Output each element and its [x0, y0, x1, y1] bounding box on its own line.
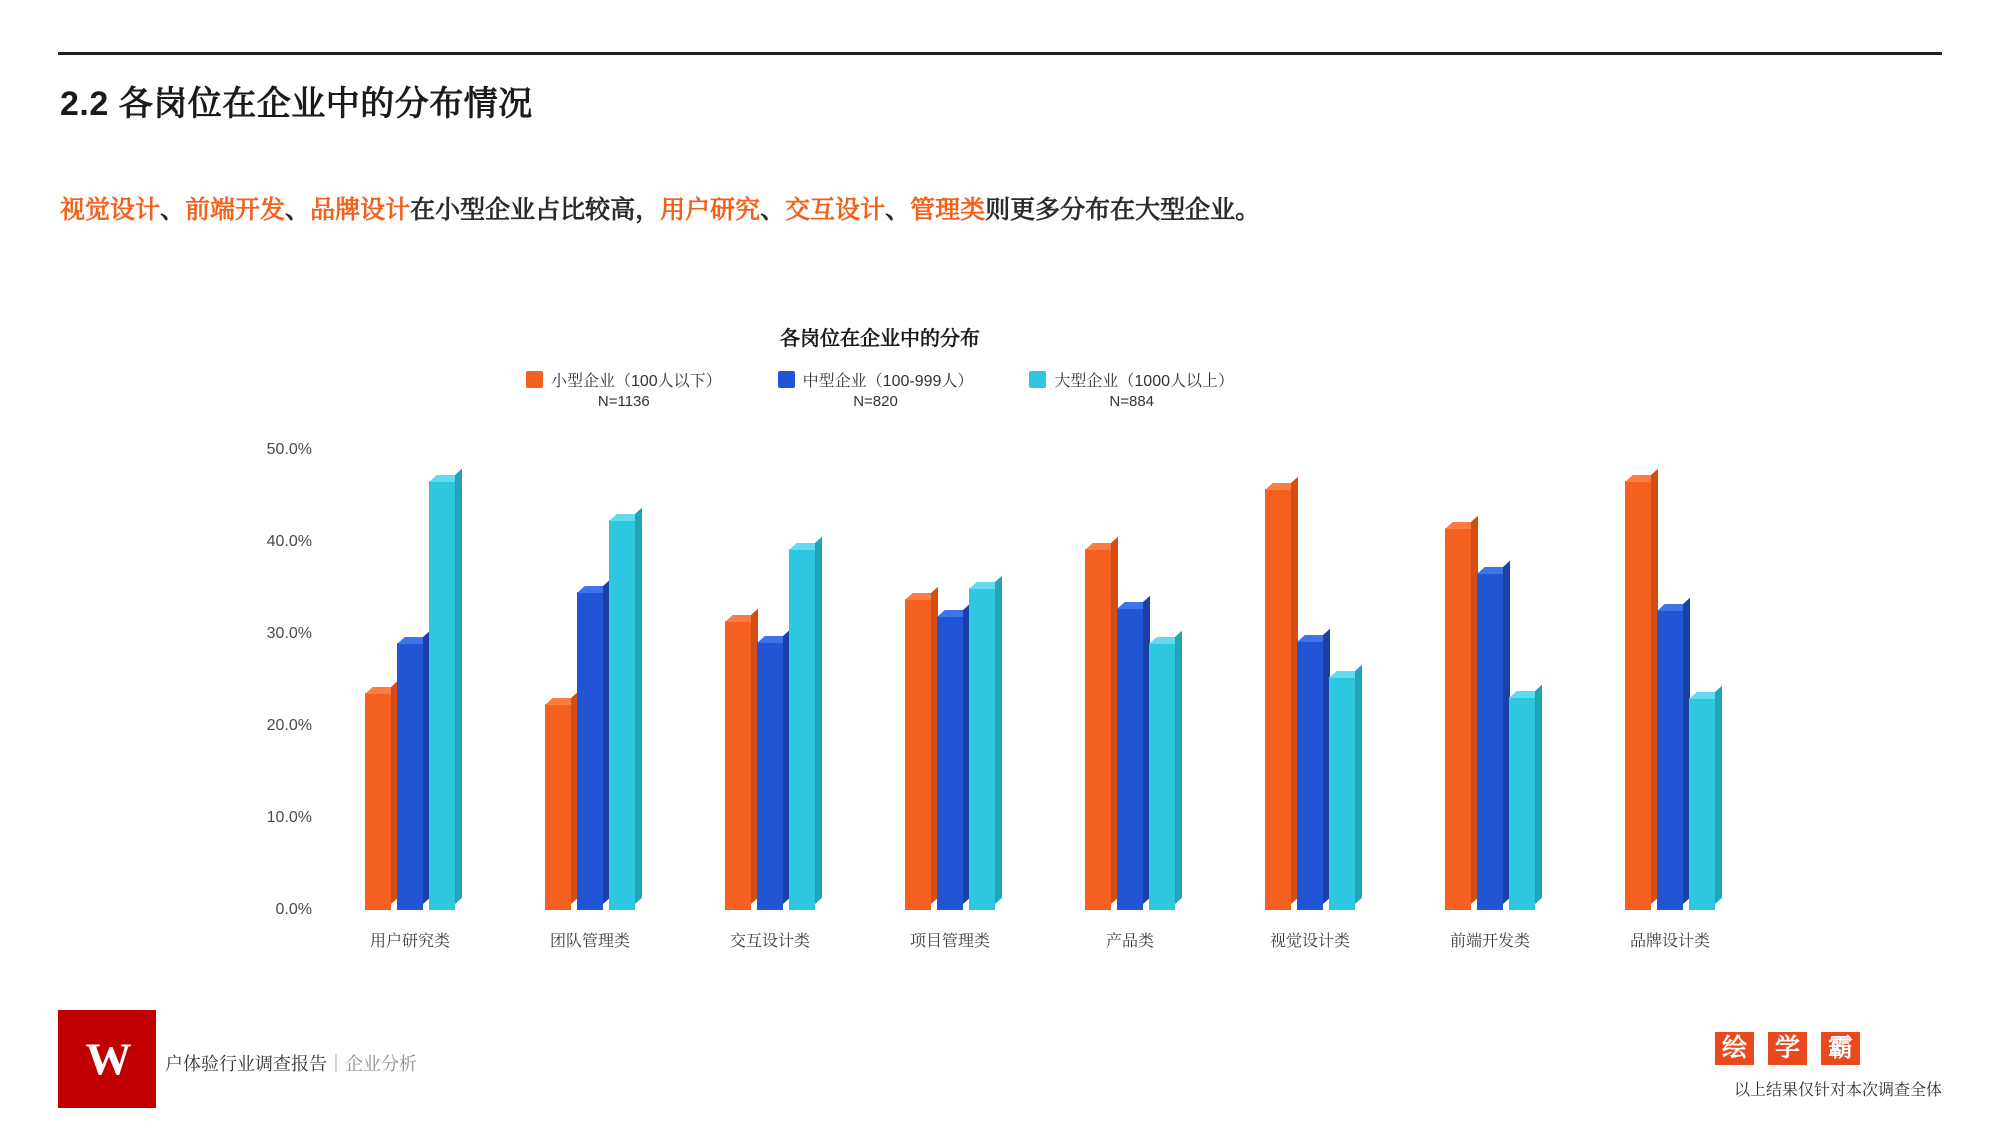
- lead-highlight-5: 交互设计: [785, 196, 886, 224]
- bar[interactable]: [1657, 610, 1683, 910]
- footer-divider: ｜: [327, 1054, 345, 1074]
- lead-sep-1: 、: [160, 196, 186, 224]
- x-axis-category-label: 视觉设计类: [1269, 933, 1351, 950]
- y-axis-tick-label: 30.0%: [266, 625, 312, 642]
- legend-item[interactable]: [778, 368, 974, 410]
- legend-sample-size: N=884: [1109, 393, 1155, 410]
- bar-set: [1085, 450, 1175, 910]
- brand-logo: [1715, 1032, 1860, 1065]
- bar[interactable]: [937, 616, 963, 910]
- legend-label: 中型企业（100-999人）: [802, 373, 974, 390]
- legend-sample-size: N=1136: [597, 393, 650, 410]
- lead-sep-4: 、: [885, 196, 911, 224]
- legend-label: 小型企业（100人以下）: [550, 373, 722, 390]
- footer-section-name: 企业分析: [345, 1054, 417, 1074]
- legend-label: 大型企业（1000人以上）: [1054, 373, 1235, 390]
- y-axis-tick-label: 20.0%: [266, 717, 312, 734]
- y-axis-tick-label: 40.0%: [266, 533, 312, 550]
- bar[interactable]: [905, 599, 931, 910]
- footer-caption: [165, 1050, 417, 1076]
- bar[interactable]: [1477, 573, 1503, 910]
- bar-set: [905, 450, 995, 910]
- bar-side-face: [815, 537, 822, 904]
- legend-sample-size: N=820: [853, 393, 898, 410]
- x-axis-category-label: 交互设计类: [729, 933, 811, 950]
- bar-group: [860, 450, 1040, 950]
- bar[interactable]: [1117, 608, 1143, 910]
- legend-row: [778, 368, 974, 391]
- bar[interactable]: [1085, 549, 1111, 910]
- bar-set: [1445, 450, 1535, 910]
- brand-character: 霸: [1821, 1032, 1860, 1065]
- chart-title: 各岗位在企业中的分布: [780, 328, 980, 350]
- lead-sep-2: 、: [285, 196, 311, 224]
- bar-group: [500, 450, 680, 950]
- bar[interactable]: [1689, 698, 1715, 910]
- legend-swatch-icon: [526, 371, 543, 388]
- x-axis-category-label: 品牌设计类: [1629, 933, 1711, 950]
- bar[interactable]: [1297, 641, 1323, 910]
- logo-mark: W: [85, 1033, 129, 1085]
- x-axis-category-label: 产品类: [1105, 933, 1155, 950]
- page-title: 2.2 各岗位在企业中的分布情况: [60, 85, 533, 123]
- lead-highlight-6: 管理类: [910, 196, 986, 224]
- bar-group: [680, 450, 860, 950]
- y-axis: [232, 441, 312, 918]
- lead-highlight-1: 视觉设计: [60, 196, 161, 224]
- footnote: 以上结果仅针对本次调查全体: [1733, 1082, 1942, 1099]
- lead-highlight-3: 品牌设计: [310, 196, 411, 224]
- bar[interactable]: [1625, 481, 1651, 910]
- bar-side-face: [455, 469, 462, 904]
- bar-group: [1580, 450, 1760, 950]
- legend-swatch-icon: [778, 371, 795, 388]
- y-axis-tick-label: 50.0%: [266, 441, 312, 458]
- bar[interactable]: [969, 588, 995, 910]
- bar[interactable]: [545, 704, 571, 910]
- bar-side-face: [1355, 665, 1362, 904]
- legend-item[interactable]: [1029, 368, 1234, 410]
- bar[interactable]: [1329, 677, 1355, 910]
- bar[interactable]: [789, 549, 815, 910]
- legend-swatch-icon: [1029, 371, 1046, 388]
- logo: [58, 1010, 156, 1108]
- footer-report-name: 户体验行业调查报告: [165, 1054, 327, 1074]
- bar[interactable]: [609, 520, 635, 910]
- bar-group: [1400, 450, 1580, 950]
- bar-set: [1265, 450, 1355, 910]
- bar[interactable]: [725, 621, 751, 910]
- bar[interactable]: [757, 642, 783, 910]
- bar-group: [320, 450, 500, 950]
- bar[interactable]: [365, 693, 391, 910]
- lead-sep-3: 、: [760, 196, 786, 224]
- bar-side-face: [1535, 685, 1542, 904]
- brand-character: 绘: [1715, 1032, 1754, 1065]
- chart-bar-groups: [320, 450, 1760, 950]
- bar[interactable]: [1265, 489, 1291, 910]
- chart-legend: [230, 368, 1530, 410]
- legend-row: [1029, 368, 1234, 391]
- header-divider: [58, 52, 1942, 55]
- bar-set: [1625, 450, 1715, 910]
- lead-middle-text: 在小型企业占比较高，: [410, 196, 661, 224]
- x-axis-category-label: 项目管理类: [909, 933, 991, 950]
- x-axis-category-label: 团队管理类: [549, 933, 631, 950]
- bar-set: [365, 450, 455, 910]
- lead-paragraph: [60, 190, 1260, 226]
- bar[interactable]: [1445, 528, 1471, 910]
- bar-side-face: [995, 576, 1002, 904]
- bar[interactable]: [1509, 697, 1535, 910]
- lead-highlight-4: 用户研究: [660, 196, 761, 224]
- lead-tail-text: 则更多分布在大型企业。: [985, 196, 1261, 224]
- brand-character: 学: [1768, 1032, 1807, 1065]
- y-axis-tick-label: 10.0%: [266, 809, 312, 826]
- bar-side-face: [1175, 631, 1182, 904]
- x-axis-category-label: 用户研究类: [369, 933, 451, 950]
- bar-set: [725, 450, 815, 910]
- bar-set: [545, 450, 635, 910]
- legend-item[interactable]: [526, 368, 722, 410]
- lead-highlight-2: 前端开发: [185, 196, 286, 224]
- bar-side-face: [1715, 686, 1722, 904]
- x-axis-category-label: 前端开发类: [1449, 933, 1531, 950]
- chart-plot-area: [266, 441, 1760, 950]
- legend-row: [526, 368, 722, 391]
- bar[interactable]: [577, 592, 603, 910]
- bar[interactable]: [429, 481, 455, 910]
- chart-container: [230, 320, 1790, 990]
- bar[interactable]: [397, 643, 423, 910]
- y-axis-tick-label: 0.0%: [275, 901, 312, 918]
- bar-side-face: [635, 508, 642, 904]
- bar-group: [1040, 450, 1220, 950]
- bar[interactable]: [1149, 643, 1175, 910]
- bar-group: [1220, 450, 1400, 950]
